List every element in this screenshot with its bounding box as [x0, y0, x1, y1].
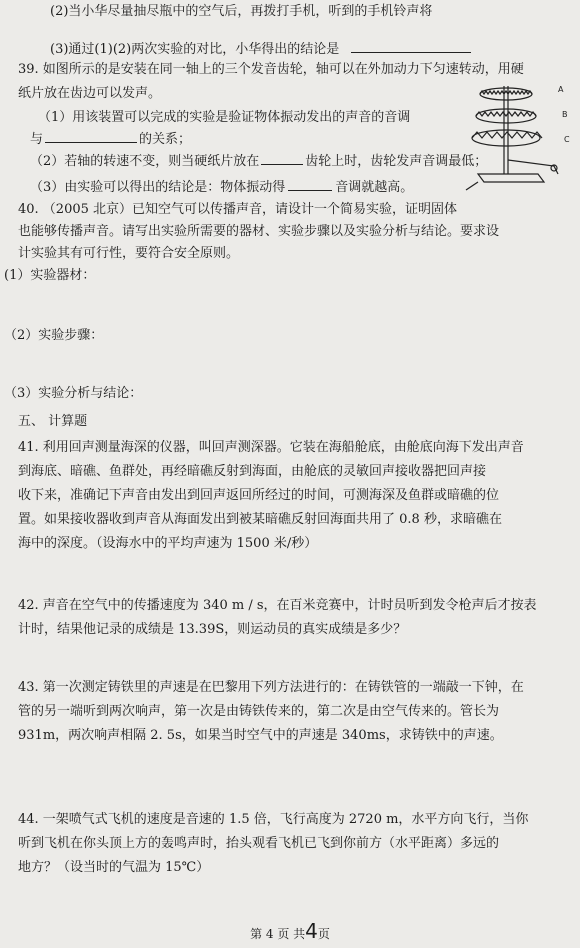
gear-label-c: C — [564, 135, 570, 144]
q41-line: 41. 利用回声测量海深的仪器，叫回声测深器。它装在海船舱底，由舱底向海下发出声音 — [18, 440, 524, 455]
q44-line: 听到飞机在你头顶上方的轰鸣声时，抬头观看飞机已飞到你前方（水平距离）多远的 — [18, 836, 500, 851]
footer-total-pages: 4 — [305, 919, 318, 943]
footer-suffix: 页 — [317, 927, 330, 941]
q41-line: 到海底、暗礁、鱼群处，再经暗礁反射到海面，由舱底的灵敏回声接收器把回声接 — [18, 464, 487, 479]
gear-figure — [458, 82, 574, 194]
q44-line: 地方？（设当时的气温为 15℃） — [18, 860, 210, 875]
q42-line: 42. 声音在空气中的传播速度为 340 m / s，在百米竞赛中，计时员听到发令枪声后才按表 — [18, 598, 537, 613]
gear-label-b: B — [562, 110, 568, 119]
q40-item-analysis: （3）实验分析与结论： — [4, 386, 143, 401]
page-footer — [0, 919, 580, 943]
q40-line1: 40. （2005 北京）已知空气可以传播声音，请设计一个简易实验，证明固体 — [18, 202, 458, 217]
q38-line2: (2)当小华尽量抽尽瓶中的空气后，再拨打手机，听到的手机铃声将 — [50, 4, 433, 19]
section-title: 五、 计算题 — [18, 414, 88, 429]
q39-part1-b: 与 的关系； — [30, 132, 192, 147]
q38-line3: (3)通过(1)(2)两次实验的对比，小华得出的结论是 — [50, 40, 471, 58]
q39-part1-a: （1）用该装置可以完成的实验是验证物体振动发出的声音的音调 — [38, 110, 411, 125]
q41-line: 置。如果接收器收到声音从海面发出到被某暗礁反射回海面共用了 0.8 秒，求暗礁在 — [18, 512, 502, 527]
footer-page-text: 第 4 页 共 — [250, 927, 306, 941]
q41-line: 收下来，准确记下声音由发出到回声返回所经过的时间，可测海深及鱼群或暗礁的位 — [18, 488, 500, 503]
gear-label-a: A — [558, 85, 564, 94]
q40-item-steps: （2）实验步骤： — [4, 328, 104, 343]
q39-part2: （2）若轴的转速不变，则当硬纸片放在 齿轮上时，齿轮发声音调最低； — [30, 154, 488, 169]
q43-line: 931m，两次响声相隔 2. 5s，如果当时空气中的声速是 340ms，求铸铁中的声速。 — [18, 728, 503, 743]
q43-line: 43. 第一次测定铸铁里的声速是在巴黎用下列方法进行的：在铸铁管的一端敲一下钟，在 — [18, 680, 524, 695]
q39-part3: （3）由实验可以得出的结论是：物体振动得 音调就越高。 — [30, 180, 414, 195]
q42-line: 计时，结果他记录的成绩是 13.39S，则运动员的真实成绩是多少？ — [18, 622, 407, 637]
q44-line: 44. 一架喷气式飞机的速度是音速的 1.5 倍，飞行高度为 2720 m，水平方向飞行，当你 — [18, 812, 529, 827]
q43-line: 管的另一端听到两次响声，第一次是由铸铁传来的，第二次是由空气传来的。管长为 — [18, 704, 500, 719]
q39-stem-line1: 39. 如图所示的是安装在同一轴上的三个发音齿轮，轴可以在外加动力下匀速转动，用硬 — [18, 62, 524, 77]
q39-stem-line2: 纸片放在齿边可以发声。 — [18, 86, 162, 101]
q40-line2: 也能够传播声音。请写出实验所需要的器材、实验步骤以及实验分析与结论。要求设 — [18, 224, 500, 239]
q40-line3: 计实验其有可行性，要符合安全原则。 — [18, 246, 240, 261]
q41-line: 海中的深度。（设海水中的平均声速为 1500 米/秒） — [18, 536, 318, 551]
q40-item-materials: (1）实验器材： — [4, 268, 96, 283]
